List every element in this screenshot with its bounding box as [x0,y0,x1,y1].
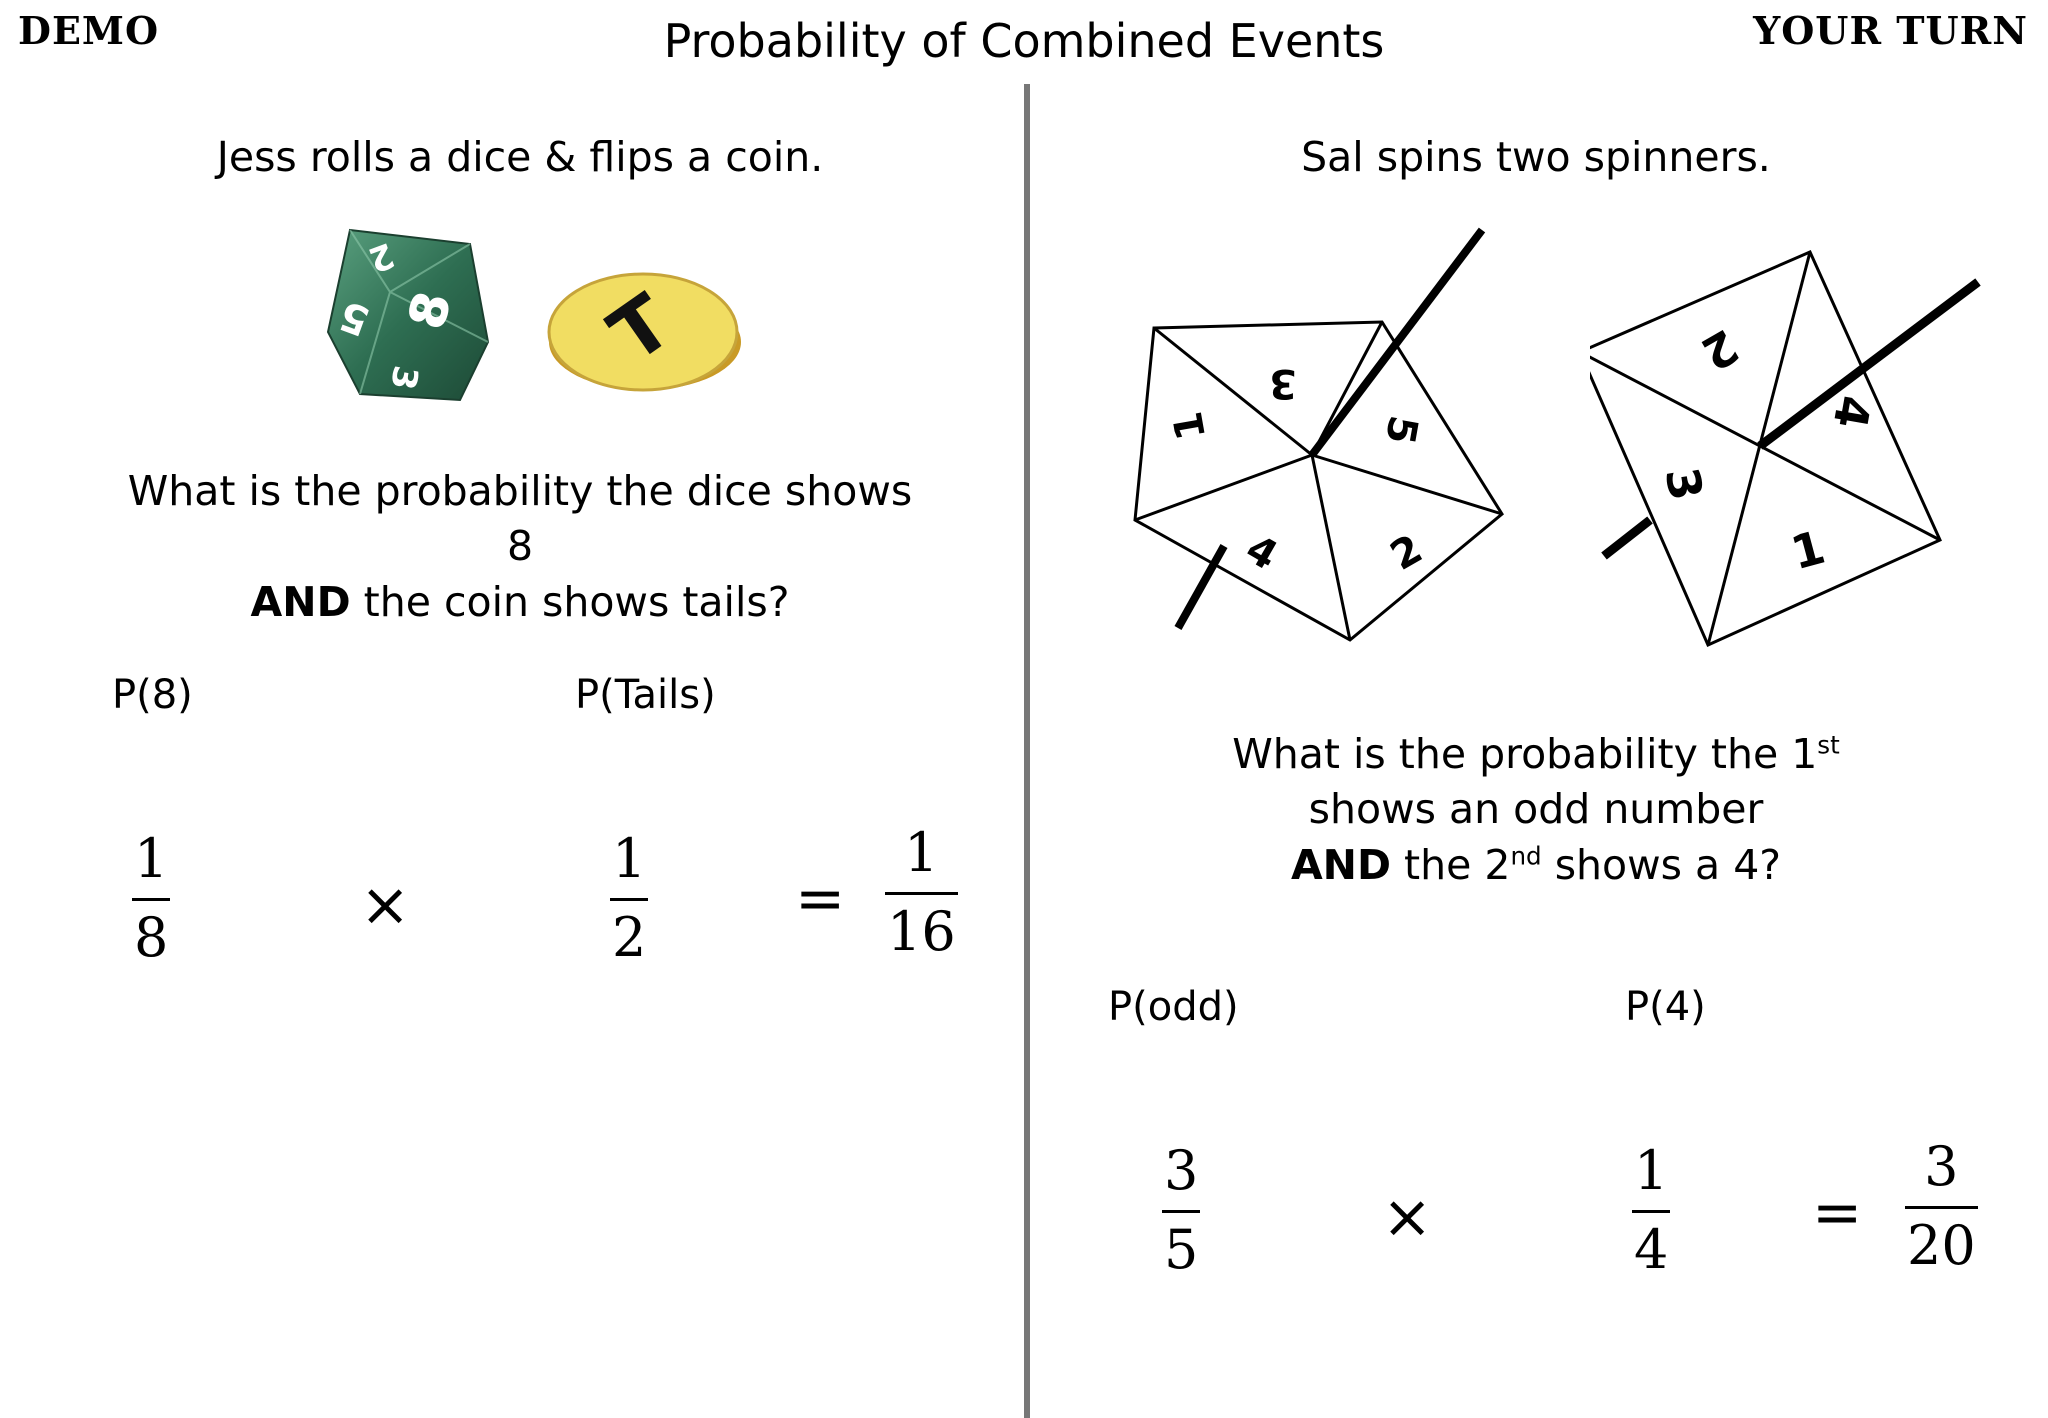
fraction-ptails [610,827,648,969]
numerator: 1 [1634,1139,1669,1202]
question-text: shows a 4? [1541,840,1782,889]
panel-divider [1024,84,1030,1418]
dice-number: 2 [363,234,400,280]
question-and: AND [1290,840,1392,889]
your-turn-question-line2: shows an odd number [1308,785,1764,834]
denominator: 4 [1634,1218,1669,1281]
your-turn-question-line1 [1136,727,1936,782]
dice-number: 5 [333,291,376,345]
question-text: the 2 [1391,840,1511,889]
spinner-two-number: 4 [1822,391,1882,433]
fraction-bar [885,892,958,895]
spinner-one-number: 3 [1269,360,1297,406]
denominator: 20 [1907,1214,1976,1277]
times-sign: × [1382,1182,1433,1252]
dice-image [320,222,495,407]
spinner-one-number: 4 [1237,525,1286,580]
denominator: 2 [612,906,647,969]
numerator: 1 [134,827,169,890]
spinner-two [1590,222,1990,652]
demo-question [120,464,920,630]
fraction-p4 [1632,1139,1670,1281]
demo-question-and: AND [250,577,351,626]
demo-question-rest: the coin shows tails? [350,577,790,626]
fraction-bar [1162,1210,1200,1213]
spinner-one-number: 5 [1375,412,1427,448]
fraction-podd [1162,1139,1200,1281]
dice-number: 3 [381,362,426,393]
fraction-bar [1632,1210,1670,1213]
coin-image [545,262,745,402]
fraction-bar [610,898,648,901]
numerator: 3 [1924,1135,1959,1198]
spinner-one-number: 2 [1382,525,1431,580]
your-turn-tag: YOUR TURN [1753,8,2028,53]
demo-question-line2 [120,575,920,630]
your-turn-question-line3 [1136,838,1936,893]
numerator: 3 [1164,1139,1199,1202]
fraction-bar [1905,1206,1978,1209]
numerator: 1 [904,821,939,884]
label-ptails: P(Tails) [575,672,716,718]
spinner-two-number: 2 [1692,318,1748,382]
denominator: 16 [887,900,956,963]
equals-sign: = [795,864,846,934]
dice-number: 8 [397,286,463,335]
demo-intro: Jess rolls a dice & flips a coin. [216,133,824,181]
times-sign: × [360,870,411,940]
spinner-one [1120,222,1520,642]
denominator: 5 [1164,1218,1199,1281]
ordinal-suffix: st [1817,730,1840,760]
label-p8: P(8) [112,672,193,718]
fraction-bar [132,898,170,901]
your-turn-question [1136,727,1936,893]
spinner-one-number: 1 [1164,408,1216,444]
question-text: What is the probability the 1 [1232,730,1818,778]
demo-question-line1: What is the probability the dice shows 8 [127,467,913,571]
ordinal-suffix: nd [1510,841,1542,871]
label-p4: P(4) [1625,984,1706,1030]
coin-letter: T [593,276,688,380]
equals-sign: = [1812,1178,1863,1248]
numerator: 1 [612,827,647,890]
label-podd: P(odd) [1108,984,1239,1030]
fraction-p8 [132,827,170,969]
denominator: 8 [134,906,169,969]
fraction-result [1905,1135,1978,1277]
spinner-two-number: 3 [1654,463,1714,505]
page-title: Probability of Combined Events [663,14,1385,68]
your-turn-intro: Sal spins two spinners. [1301,133,1771,181]
fraction-result [885,821,958,963]
demo-tag: DEMO [18,8,160,53]
spinner-two-number: 1 [1785,519,1831,581]
